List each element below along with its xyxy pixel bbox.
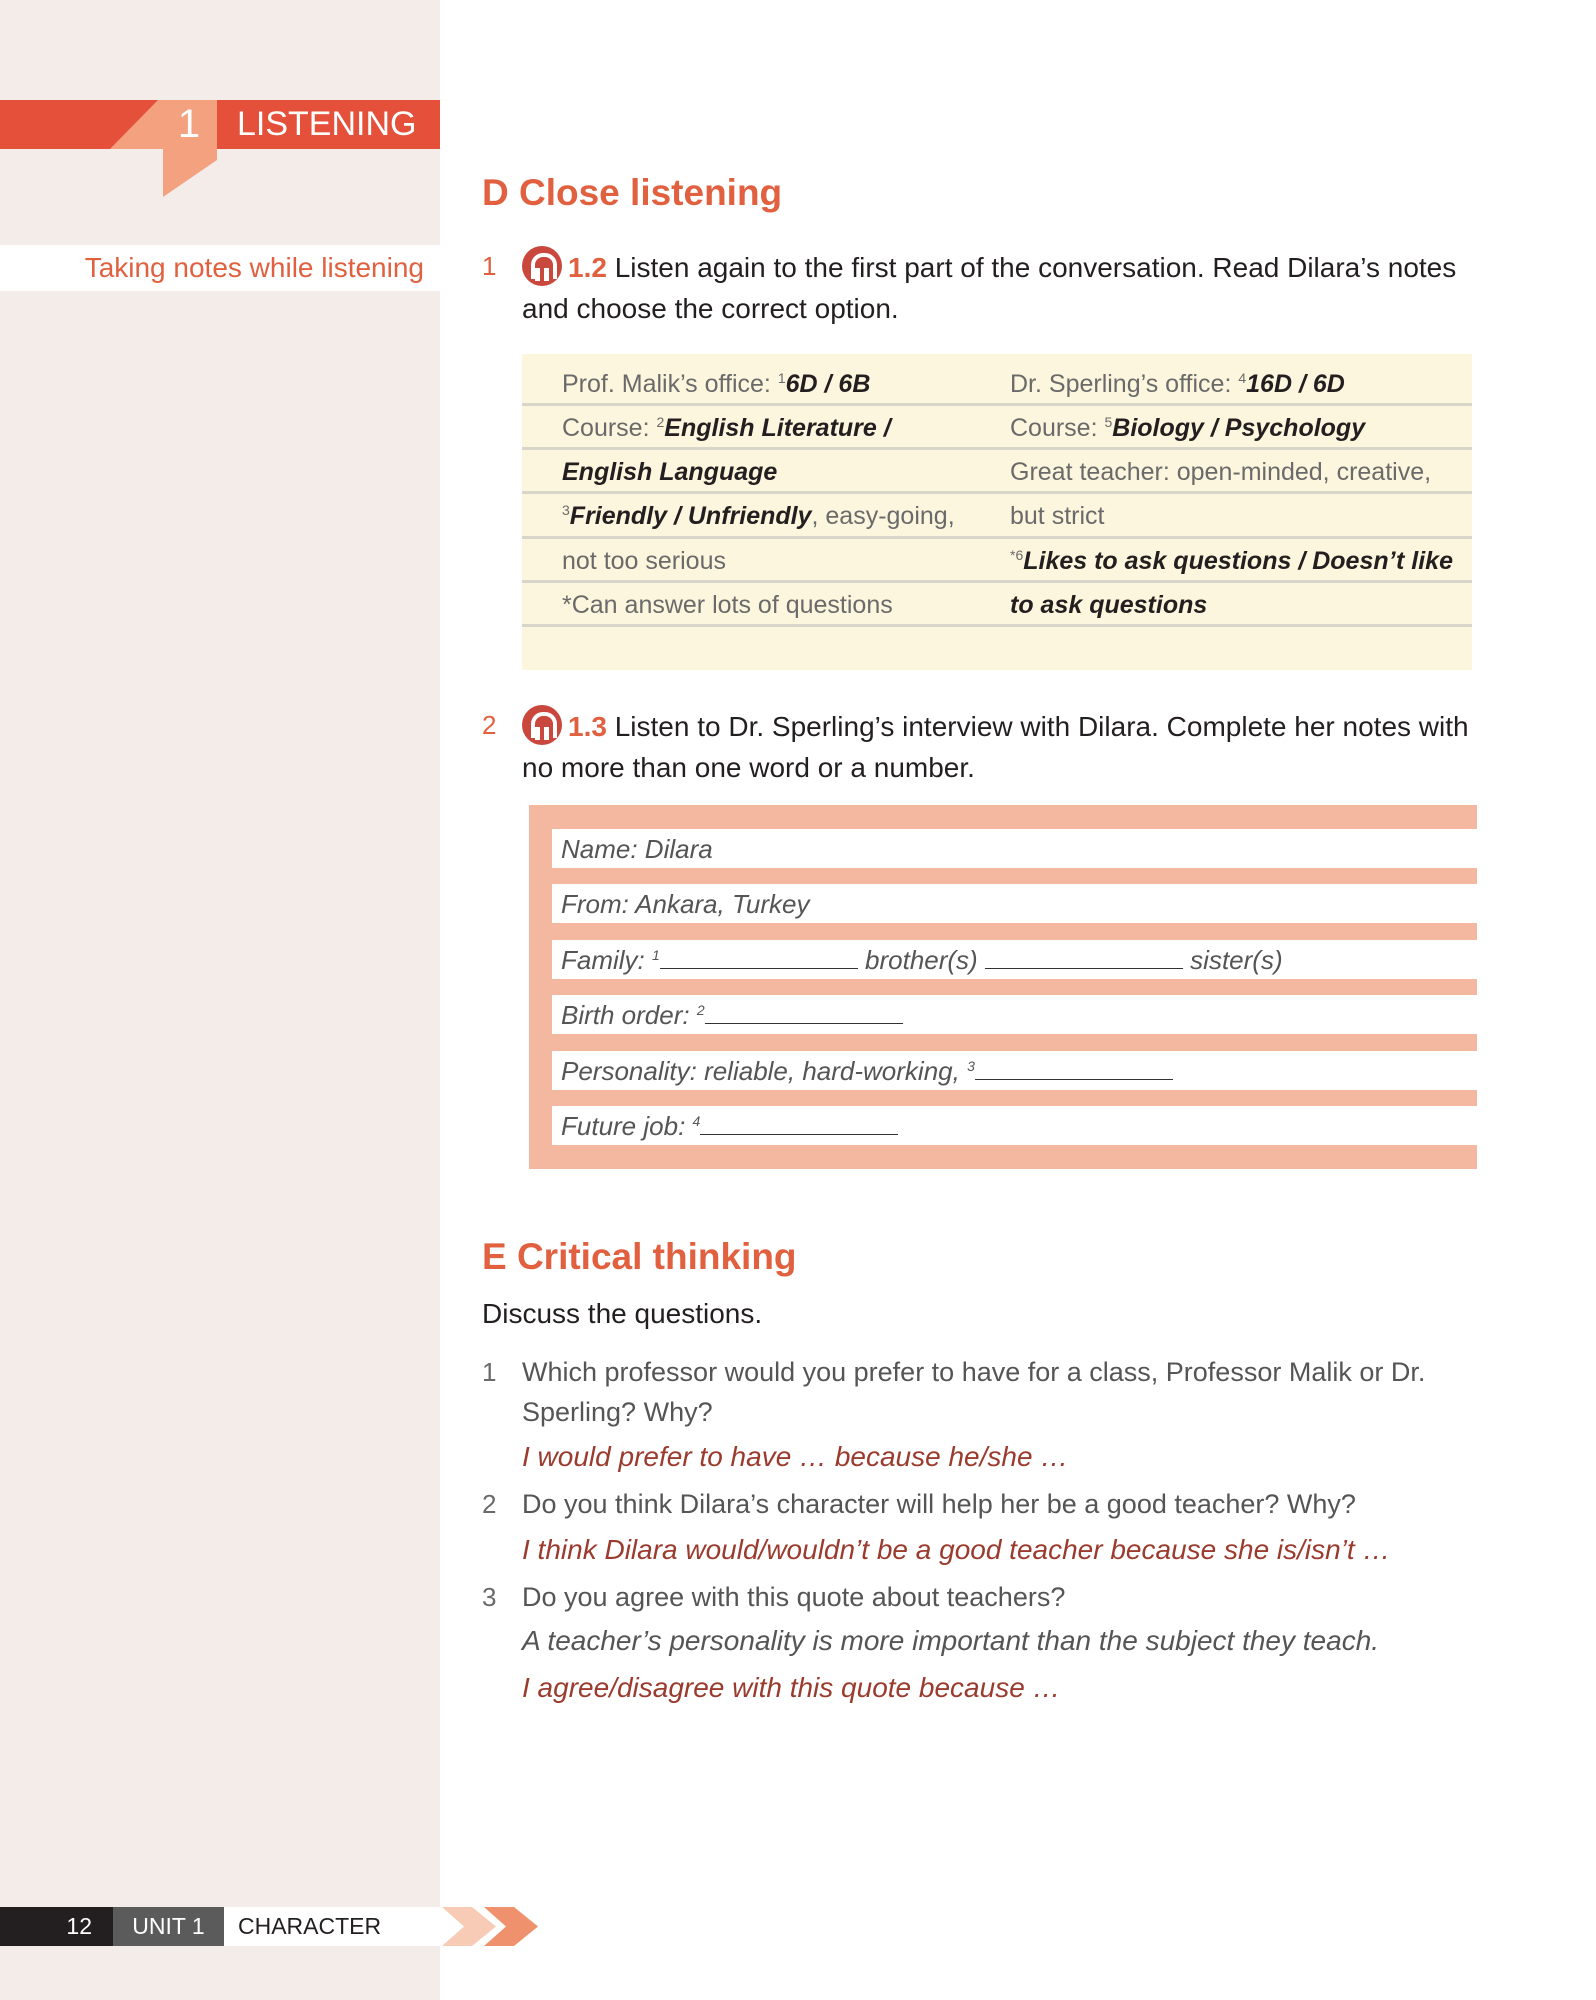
page-number: 12	[0, 1907, 113, 1946]
question-number: 2	[482, 1489, 497, 1519]
notes-row: not too serious $^{*6}$Likes to ask questions / Doesn’t like	[562, 547, 1453, 575]
section-d-heading: D Close listening	[482, 172, 783, 213]
sentence-prompt-3: I agree/disagree with this quote because …	[522, 1672, 1061, 1703]
track-number: 1.2	[568, 252, 607, 283]
question-number: 1	[482, 1357, 497, 1387]
teacher-quote: A teacher’s personality is more important than the subject they teach.	[522, 1625, 1380, 1656]
audio-icon[interactable]	[522, 246, 562, 286]
option-choice[interactable]: English Language	[562, 458, 778, 486]
sentence-prompt-1: I would prefer to have … because he/she …	[522, 1441, 1069, 1472]
notes-row: $^3$Friendly / Unfriendly, easy-going, but strict	[562, 502, 1105, 530]
option-choice[interactable]: 16D / 6D	[1246, 370, 1345, 398]
notes-row-future-job: Future job: $^4$	[552, 1106, 1479, 1145]
option-choice[interactable]: to ask questions	[1010, 591, 1208, 619]
track-number: 1.3	[568, 711, 607, 742]
unit-label: UNIT 1	[113, 1907, 224, 1946]
section-title: LISTENING	[237, 105, 417, 143]
answer-blank[interactable]	[985, 948, 1183, 969]
answer-blank[interactable]	[975, 1059, 1173, 1080]
notes-row: English Language Great teacher: open-minded, creative,	[562, 458, 1432, 486]
option-choice[interactable]: Likes to ask questions / Doesn’t like	[1023, 547, 1453, 575]
sidebar-label: Taking notes while listening	[84, 252, 424, 283]
interview-notes	[529, 805, 1477, 1169]
answer-blank[interactable]	[660, 948, 858, 969]
section-number: 1	[177, 102, 201, 146]
notes-row-family: Family: $^1$ brother(s) sister(s)	[552, 940, 1479, 979]
option-choice[interactable]: 6D / 6B	[785, 370, 871, 398]
chevron-decoration	[442, 1907, 496, 1946]
question-number: 3	[482, 1582, 497, 1612]
audio-icon[interactable]	[522, 705, 562, 745]
question-number: 1	[482, 251, 497, 281]
discussion-question-2: Do you think Dilara’s character will help her be a good teacher? Why?	[522, 1489, 1356, 1519]
notes-row-birth-order: Birth order: $^2$	[552, 995, 1479, 1034]
notes-row: Course: $^2$English Literature / Course: $^5$Biology / Psychology	[562, 414, 1366, 442]
question-2-text	[522, 705, 1482, 788]
option-choice[interactable]: Biology / Psychology	[1112, 414, 1366, 442]
notes-row: *Can answer lots of questions to ask questions	[562, 591, 1208, 619]
dilara-notes	[522, 354, 1472, 670]
unit-title: CHARACTER	[224, 1907, 440, 1946]
question-1-text	[522, 246, 1482, 329]
notes-row-from: From: Ankara, Turkey	[552, 884, 1479, 923]
question-2-instruction: Listen to Dr. Sperling’s interview with Dilara. Complete her notes with no more than one word or a number.	[522, 711, 1469, 783]
sidebar-panel	[0, 0, 440, 2000]
section-e-heading: E Critical thinking	[482, 1236, 797, 1277]
discussion-question-1: Which professor would you prefer to have for a class, Professor Malik or Dr. Sperling? Why?	[522, 1357, 1426, 1427]
option-choice[interactable]: Friendly / Unfriendly	[569, 502, 812, 530]
discussion-question-3: Do you agree with this quote about teachers?	[522, 1582, 1066, 1612]
answer-blank[interactable]	[705, 1003, 903, 1024]
question-1-instruction: Listen again to the first part of the conversation. Read Dilara’s notes and choose the correct option.	[522, 252, 1457, 324]
notes-row-personality: Personality: reliable, hard-working, $^3$	[552, 1051, 1479, 1090]
notes-row-name: Name: Dilara	[552, 829, 1479, 868]
answer-blank[interactable]	[700, 1114, 898, 1135]
question-number: 2	[482, 710, 497, 740]
sentence-prompt-2: I think Dilara would/wouldn’t be a good teacher because she is/isn’t …	[522, 1534, 1391, 1565]
sidebar-label-strip	[0, 245, 440, 291]
option-choice[interactable]: English Literature /	[664, 414, 891, 442]
section-e-intro: Discuss the questions.	[482, 1298, 763, 1329]
notes-row: Prof. Malik’s office: $^1$6D / 6B Dr. Sperling’s office: $^4$16D / 6D	[562, 370, 1345, 398]
